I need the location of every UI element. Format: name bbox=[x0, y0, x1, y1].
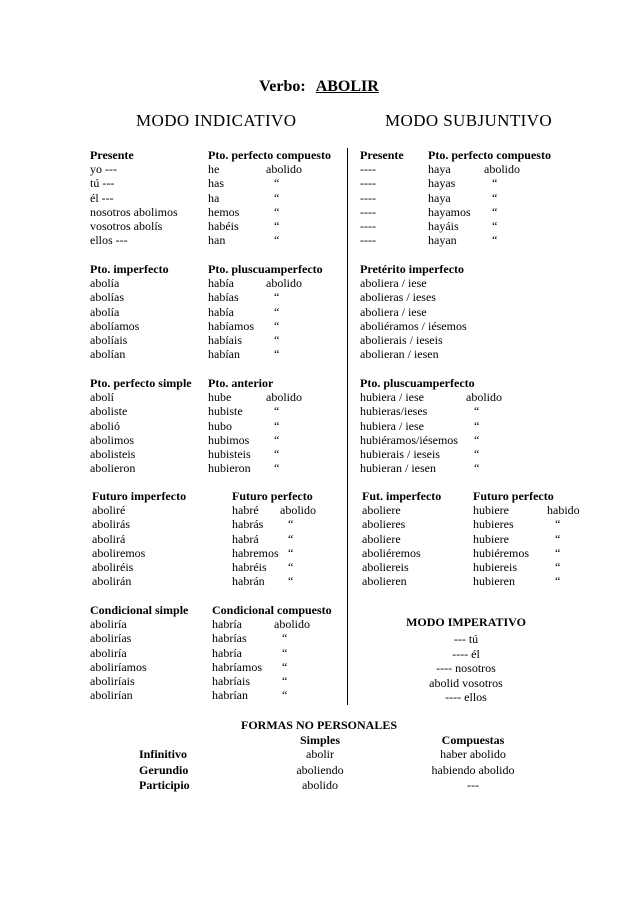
conjugation-row: abolieran / iesen bbox=[360, 347, 439, 362]
conjugation-row: abolimos bbox=[90, 432, 134, 447]
auxiliary-verb: habría bbox=[212, 617, 242, 631]
tense-heading: Pto. imperfecto bbox=[90, 262, 169, 276]
conjugation-row: abolías bbox=[90, 290, 124, 305]
tense-heading: Condicional simple bbox=[90, 603, 189, 617]
conjugation-row: ---- bbox=[360, 176, 376, 191]
tense-heading: Condicional compuesto bbox=[212, 603, 332, 617]
participle: “ bbox=[282, 659, 288, 674]
auxiliary-verb: hubiera / iese bbox=[360, 418, 424, 433]
auxiliary-verb: habré bbox=[232, 503, 259, 517]
auxiliary-verb: hayáis bbox=[428, 219, 459, 234]
conjugation-row: abolíamos bbox=[90, 318, 140, 333]
auxiliary-verb: hube bbox=[208, 390, 232, 404]
page-title bbox=[0, 77, 638, 97]
conjugation-row bbox=[232, 532, 316, 546]
conjugation-row: abolí bbox=[90, 390, 114, 404]
auxiliary-verb: haya bbox=[428, 190, 451, 205]
conjugation-row: abolirían bbox=[90, 688, 133, 703]
tense-heading: Pto. perfecto compuesto bbox=[428, 148, 551, 162]
participle: “ bbox=[274, 204, 280, 219]
conjugation-row bbox=[428, 233, 551, 247]
conjugation-row: abolieres bbox=[362, 517, 406, 532]
tense-block bbox=[360, 262, 467, 362]
conjugation-row bbox=[208, 333, 323, 347]
participle: “ bbox=[474, 404, 480, 419]
auxiliary-verb: haya bbox=[428, 162, 451, 176]
conjugation-row: abolierais / ieseis bbox=[360, 333, 443, 348]
tense-block bbox=[90, 148, 178, 248]
conjugation-row: abolió bbox=[90, 418, 120, 433]
tense-block bbox=[208, 148, 331, 248]
tense-heading: Pto. perfecto compuesto bbox=[208, 148, 331, 162]
conjugation-row bbox=[360, 433, 502, 447]
conjugation-row bbox=[428, 205, 551, 219]
participle: “ bbox=[274, 304, 280, 319]
participio-compuesta: --- bbox=[467, 778, 479, 792]
conjugation-row: vosotros abolís bbox=[90, 219, 163, 234]
participle: “ bbox=[474, 418, 480, 433]
tense-block bbox=[362, 489, 441, 589]
conjugation-row bbox=[473, 532, 580, 546]
conjugation-row: abolisteis bbox=[90, 447, 136, 462]
conjugation-row bbox=[212, 674, 332, 688]
tense-heading: Presente bbox=[360, 148, 404, 162]
auxiliary-verb: habrían bbox=[212, 688, 248, 703]
auxiliary-verb: hubimos bbox=[208, 432, 250, 447]
auxiliary-verb: habríamos bbox=[212, 659, 262, 674]
auxiliary-verb: habríais bbox=[212, 674, 250, 689]
conjugation-row bbox=[428, 219, 551, 233]
tense-heading: Pretérito imperfecto bbox=[360, 262, 465, 276]
auxiliary-verb: hubo bbox=[208, 418, 232, 433]
participle: “ bbox=[282, 645, 288, 660]
participle: abolido bbox=[266, 162, 302, 176]
participle: “ bbox=[288, 517, 294, 532]
participle: “ bbox=[288, 545, 294, 560]
auxiliary-verb: hubiera / iese bbox=[360, 390, 424, 404]
auxiliary-verb: habrán bbox=[232, 574, 265, 589]
mode-indicativo-heading: MODO INDICATIVO bbox=[136, 111, 297, 130]
title-verb: ABOLIR bbox=[315, 78, 379, 95]
participio-label: Participio bbox=[139, 778, 190, 792]
participle: “ bbox=[274, 432, 280, 447]
conjugation-row bbox=[360, 447, 502, 461]
tense-block bbox=[208, 262, 323, 362]
auxiliary-verb: hubieren bbox=[473, 574, 515, 589]
conjugation-row: abolíais bbox=[90, 333, 128, 348]
conjugation-row: aboliéramos / iésemos bbox=[360, 318, 467, 333]
conjugation-row bbox=[208, 404, 302, 418]
conjugation-row bbox=[212, 617, 332, 631]
auxiliary-verb: había bbox=[208, 304, 234, 319]
conjugation-row bbox=[208, 162, 331, 176]
gerundio-label: Gerundio bbox=[139, 763, 189, 777]
conjugation-row bbox=[473, 546, 580, 560]
mode-subjuntivo-heading: MODO SUBJUNTIVO bbox=[385, 111, 553, 130]
conjugation-row bbox=[208, 191, 331, 205]
participle: “ bbox=[492, 233, 498, 248]
infinitivo-compuesta: haber abolido bbox=[440, 747, 506, 761]
tense-heading: Pto. perfecto simple bbox=[90, 376, 192, 390]
compuestas-heading: Compuestas bbox=[441, 733, 505, 747]
imperativo-row: abolid vosotros bbox=[429, 675, 503, 690]
conjugation-row bbox=[473, 517, 580, 531]
participle: “ bbox=[274, 233, 280, 248]
auxiliary-verb: hubieron bbox=[208, 461, 251, 476]
participle: “ bbox=[274, 219, 280, 234]
participle: “ bbox=[282, 674, 288, 689]
tense-heading: Fut. imperfecto bbox=[362, 489, 442, 503]
conjugation-row bbox=[360, 461, 502, 475]
auxiliary-verb: habría bbox=[212, 645, 242, 660]
tense-heading: Futuro imperfecto bbox=[92, 489, 187, 503]
auxiliary-verb: hubiéramos/iésemos bbox=[360, 432, 458, 447]
auxiliary-verb: he bbox=[208, 162, 220, 176]
conjugation-row bbox=[208, 447, 302, 461]
conjugation-row: aboliríais bbox=[90, 674, 135, 689]
auxiliary-verb: hubisteis bbox=[208, 447, 251, 462]
conjugation-row: aboliré bbox=[92, 503, 126, 517]
imperativo-block bbox=[348, 615, 584, 705]
conjugation-row: aboliereis bbox=[362, 560, 409, 575]
conjugation-row bbox=[212, 660, 332, 674]
participle: abolido bbox=[274, 617, 310, 631]
conjugation-row: abolían bbox=[90, 347, 126, 362]
auxiliary-verb: hubierais / ieseis bbox=[360, 447, 440, 462]
auxiliary-verb: habremos bbox=[232, 545, 279, 560]
conjugation-row: ---- bbox=[360, 233, 376, 248]
conjugation-row: abolirías bbox=[90, 631, 132, 646]
participle: “ bbox=[274, 447, 280, 462]
participle: “ bbox=[492, 176, 498, 191]
auxiliary-verb: ha bbox=[208, 190, 220, 205]
gerundio-simple: aboliendo bbox=[296, 763, 344, 777]
conjugation-row: abolieren bbox=[362, 574, 407, 589]
conjugation-row bbox=[473, 503, 580, 517]
conjugation-row: tú --- bbox=[90, 176, 115, 191]
participle: “ bbox=[555, 574, 561, 589]
tense-heading: Futuro perfecto bbox=[232, 489, 313, 503]
conjugation-row: ---- bbox=[360, 190, 376, 205]
imperativo-row: ---- él bbox=[452, 646, 480, 661]
conjugation-row bbox=[232, 574, 316, 588]
conjugation-row bbox=[360, 419, 502, 433]
conjugation-row: yo --- bbox=[90, 162, 117, 176]
tense-block bbox=[90, 603, 188, 703]
participle: “ bbox=[288, 574, 294, 589]
conjugation-row bbox=[208, 205, 331, 219]
participle: “ bbox=[288, 560, 294, 575]
tense-heading: Pto. pluscuamperfecto bbox=[360, 376, 475, 390]
auxiliary-verb: hubiéremos bbox=[473, 545, 529, 560]
conjugation-row bbox=[208, 433, 302, 447]
participle: “ bbox=[282, 631, 288, 646]
conjugation-row: aboliera / iese bbox=[360, 304, 427, 319]
conjugation-row: aboliremos bbox=[92, 545, 146, 560]
participle: “ bbox=[555, 517, 561, 532]
conjugation-row: abolirá bbox=[92, 531, 126, 546]
tense-heading: Pto. pluscuamperfecto bbox=[208, 262, 323, 276]
auxiliary-verb: habrá bbox=[232, 531, 259, 546]
conjugation-row: aboliría bbox=[90, 617, 127, 631]
conjugation-row bbox=[208, 390, 302, 404]
auxiliary-verb: hubieras/ieses bbox=[360, 404, 428, 419]
conjugation-row bbox=[208, 305, 323, 319]
participle: “ bbox=[288, 531, 294, 546]
auxiliary-verb: habíais bbox=[208, 333, 242, 348]
tense-block bbox=[360, 376, 502, 476]
auxiliary-verb: habréis bbox=[232, 560, 267, 575]
formas-title: FORMAS NO PERSONALES bbox=[240, 718, 398, 732]
conjugation-row bbox=[232, 560, 316, 574]
conjugation-row: abolirán bbox=[92, 574, 132, 589]
auxiliary-verb: hubieran / iesen bbox=[360, 461, 436, 476]
auxiliary-verb: hubiste bbox=[208, 404, 243, 419]
participle: abolido bbox=[266, 390, 302, 404]
participle: abolido bbox=[484, 162, 520, 176]
conjugation-row bbox=[232, 517, 316, 531]
participle: “ bbox=[474, 447, 480, 462]
conjugation-row bbox=[428, 191, 551, 205]
conjugation-row bbox=[360, 390, 502, 404]
participio-simple: abolido bbox=[302, 778, 338, 792]
imperativo-row: ---- ellos bbox=[445, 690, 487, 705]
conjugation-row: abolirás bbox=[92, 517, 130, 532]
tense-block bbox=[90, 376, 192, 476]
auxiliary-verb: había bbox=[208, 276, 234, 290]
participle: “ bbox=[274, 176, 280, 191]
auxiliary-verb: hubieres bbox=[473, 517, 514, 532]
participle: “ bbox=[274, 290, 280, 305]
conjugation-row bbox=[428, 162, 551, 176]
tense-block bbox=[232, 489, 316, 589]
conjugation-row bbox=[208, 419, 302, 433]
conjugation-row: ---- bbox=[360, 219, 376, 234]
auxiliary-verb: habías bbox=[208, 290, 239, 305]
simples-heading: Simples bbox=[299, 733, 340, 747]
participle: “ bbox=[274, 347, 280, 362]
participle: “ bbox=[274, 404, 280, 419]
imperativo-heading: MODO IMPERATIVO bbox=[406, 615, 526, 629]
conjugation-row bbox=[208, 461, 302, 475]
conjugation-row: nosotros abolimos bbox=[90, 204, 178, 219]
auxiliary-verb: hayan bbox=[428, 233, 457, 248]
tense-block bbox=[92, 489, 186, 589]
conjugation-row: aboliríamos bbox=[90, 659, 147, 674]
conjugation-row: abolía bbox=[90, 276, 120, 290]
auxiliary-verb: han bbox=[208, 233, 226, 248]
conjugation-row: aboliréis bbox=[92, 560, 134, 575]
conjugation-row bbox=[212, 646, 332, 660]
conjugation-row: aboliéremos bbox=[362, 545, 421, 560]
conjugation-row: él --- bbox=[90, 190, 114, 205]
tense-heading: Presente bbox=[90, 148, 134, 162]
conjugation-row: aboliría bbox=[90, 645, 127, 660]
tense-block bbox=[208, 376, 302, 476]
conjugation-row bbox=[208, 319, 323, 333]
conjugation-row bbox=[208, 233, 331, 247]
infinitivo-label: Infinitivo bbox=[139, 747, 188, 761]
conjugation-row bbox=[208, 347, 323, 361]
conjugation-row bbox=[212, 688, 332, 702]
gerundio-compuesta: habiendo abolido bbox=[431, 763, 515, 777]
conjugation-row bbox=[360, 404, 502, 418]
conjugation-row: ---- bbox=[360, 204, 376, 219]
conjugation-row: aboliere bbox=[362, 531, 401, 546]
participle: habido bbox=[547, 503, 580, 517]
participle: “ bbox=[274, 318, 280, 333]
participle: abolido bbox=[266, 276, 302, 290]
conjugation-row bbox=[232, 546, 316, 560]
conjugation-row bbox=[212, 631, 332, 645]
auxiliary-verb: has bbox=[208, 176, 224, 191]
infinitivo-simple: abolir bbox=[306, 747, 334, 761]
conjugation-row bbox=[232, 503, 316, 517]
auxiliary-verb: hemos bbox=[208, 204, 240, 219]
auxiliary-verb: hayas bbox=[428, 176, 456, 191]
conjugation-row: aboliste bbox=[90, 404, 128, 419]
auxiliary-verb: habíamos bbox=[208, 318, 254, 333]
auxiliary-verb: habían bbox=[208, 347, 240, 362]
conjugation-row: aboliere bbox=[362, 503, 401, 517]
participle: “ bbox=[492, 219, 498, 234]
auxiliary-verb: habéis bbox=[208, 219, 239, 234]
conjugation-row: ellos --- bbox=[90, 233, 128, 248]
auxiliary-verb: hubiereis bbox=[473, 560, 517, 575]
auxiliary-verb: hayamos bbox=[428, 204, 471, 219]
participle: “ bbox=[492, 190, 498, 205]
conjugation-row bbox=[208, 276, 323, 290]
conjugation-row bbox=[473, 574, 580, 588]
tense-block bbox=[428, 148, 551, 248]
participle: “ bbox=[555, 531, 561, 546]
participle: abolido bbox=[280, 503, 316, 517]
conjugation-row: aboliera / iese bbox=[360, 276, 427, 290]
participle: abolido bbox=[466, 390, 502, 404]
participle: “ bbox=[274, 461, 280, 476]
participle: “ bbox=[474, 432, 480, 447]
tense-heading: Pto. anterior bbox=[208, 376, 274, 390]
conjugation-row bbox=[208, 176, 331, 190]
conjugation-row bbox=[473, 560, 580, 574]
auxiliary-verb: habrías bbox=[212, 631, 247, 646]
tense-block bbox=[360, 148, 404, 248]
participle: “ bbox=[274, 333, 280, 348]
imperativo-row: ---- nosotros bbox=[436, 661, 496, 676]
participle: “ bbox=[274, 190, 280, 205]
participle: “ bbox=[274, 418, 280, 433]
participle: “ bbox=[492, 204, 498, 219]
tense-block bbox=[90, 262, 169, 362]
auxiliary-verb: hubiere bbox=[473, 531, 509, 546]
conjugation-row bbox=[428, 176, 551, 190]
title-label: Verbo: bbox=[259, 78, 306, 95]
conjugation-row bbox=[208, 219, 331, 233]
conjugation-row bbox=[208, 290, 323, 304]
conjugation-row: abolieras / ieses bbox=[360, 290, 436, 305]
auxiliary-verb: habrás bbox=[232, 517, 264, 532]
auxiliary-verb: hubiere bbox=[473, 503, 509, 517]
imperativo-row: --- tú bbox=[453, 632, 479, 646]
participle: “ bbox=[555, 545, 561, 560]
conjugation-row: abolía bbox=[90, 304, 120, 319]
tense-block bbox=[212, 603, 332, 703]
conjugation-row: abolieron bbox=[90, 461, 136, 476]
tense-block bbox=[473, 489, 580, 589]
conjugation-row: ---- bbox=[360, 162, 376, 176]
tense-heading: Futuro perfecto bbox=[473, 489, 554, 503]
participle: “ bbox=[474, 461, 480, 476]
participle: “ bbox=[555, 560, 561, 575]
participle: “ bbox=[282, 688, 288, 703]
